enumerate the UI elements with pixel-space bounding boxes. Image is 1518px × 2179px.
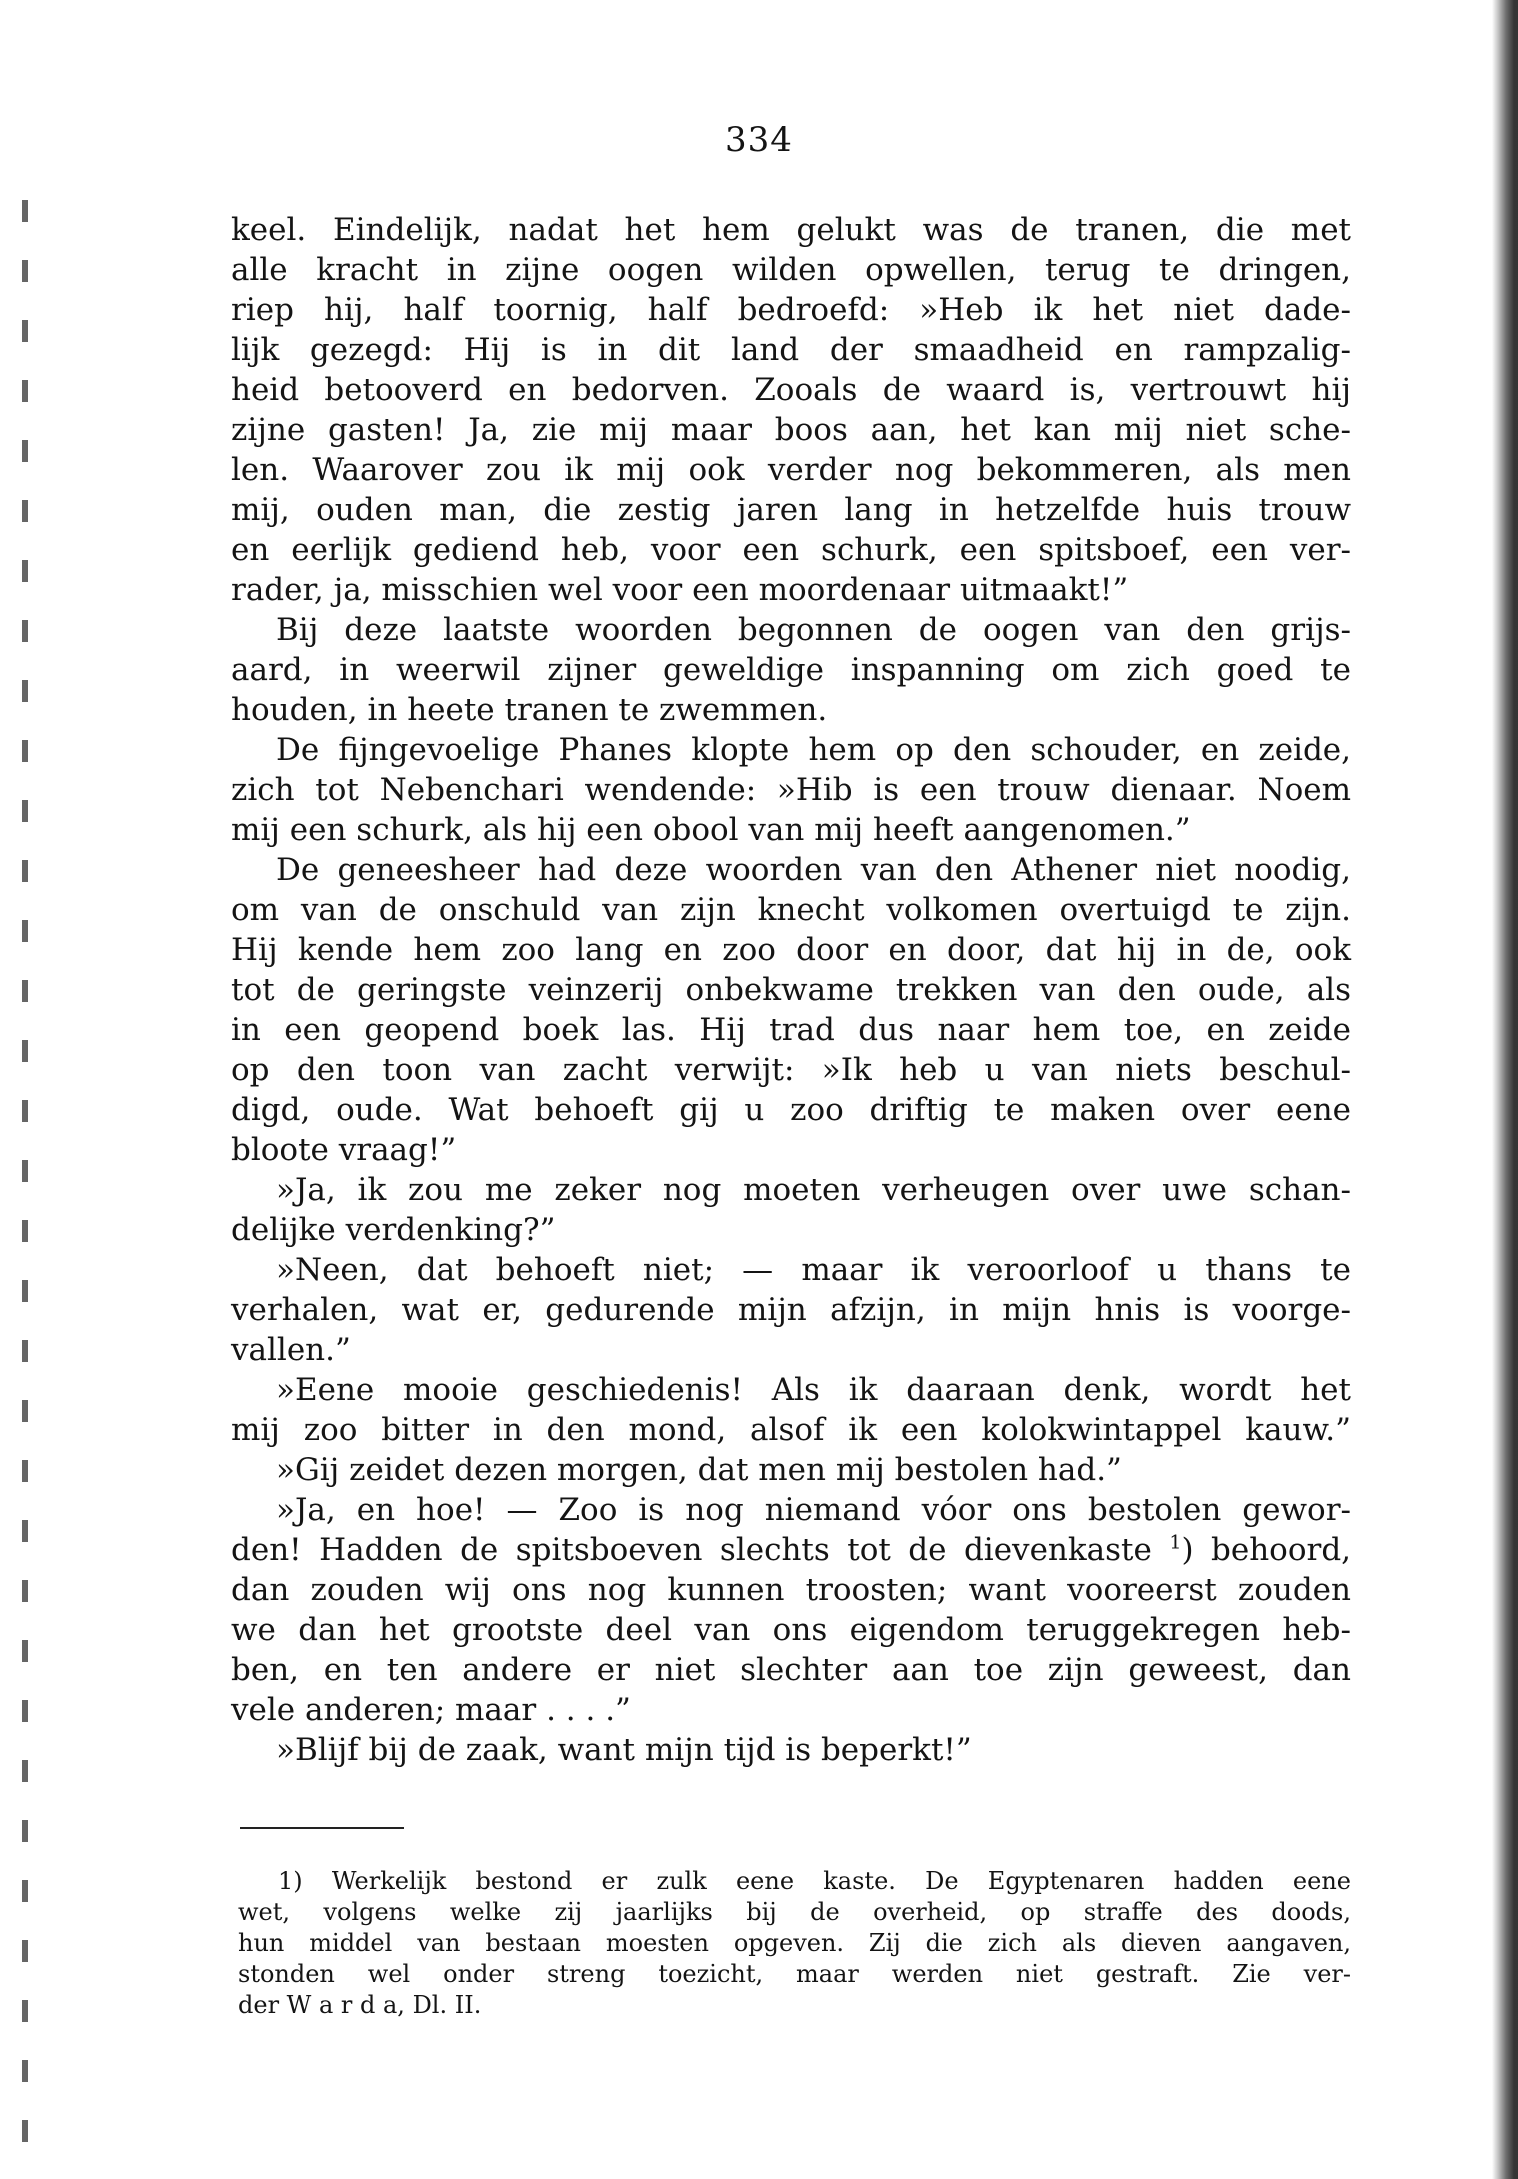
text-line: vele anderen; maar . . . .” — [231, 1692, 631, 1728]
text-line: en eerlijk gediend heb, voor een schurk, een spitsboef, een ver- — [231, 532, 1351, 568]
text-line: verhalen, wat er, gedurende mijn afzijn, in mijn hnis is voorge- — [231, 1292, 1351, 1328]
text-segment: ) behoord, — [1181, 1532, 1352, 1568]
text-line: Bij deze laatste woorden begonnen de oogen van den grijs- — [276, 612, 1351, 648]
scan-binding-edge-right — [1492, 0, 1518, 2179]
text-line: dan zouden wij ons nog kunnen troosten; want vooreerst zouden — [231, 1572, 1351, 1608]
text-line: »Ja, en hoe! — Zoo is nog niemand vóor ons bestolen gewor- — [276, 1492, 1351, 1528]
footnote-line: hun middel van bestaan moesten opgeven. Zij die zich als dieven aangaven, — [238, 1929, 1351, 1957]
text-line: vallen.” — [231, 1332, 351, 1368]
text-line-with-footnote-ref — [231, 1530, 1351, 1570]
text-line: rader, ja, misschien wel voor een moordenaar uitmaakt!” — [231, 572, 1129, 608]
text-line: Hij kende hem zoo lang en zoo door en door, dat hij in de, ook — [231, 932, 1351, 968]
text-line: mij zoo bitter in den mond, alsof ik een kolokwintappel kauw.” — [231, 1412, 1351, 1448]
text-line: lijk gezegd: Hij is in dit land der smaadheid en rampzalig- — [231, 332, 1351, 368]
text-line: ben, en ten andere er niet slechter aan toe zijn geweest, dan — [231, 1652, 1351, 1688]
text-line: bloote vraag!” — [231, 1132, 457, 1168]
text-line: zijne gasten! Ja, zie mij maar boos aan, het kan mij niet sche- — [231, 412, 1351, 448]
text-line: »Ja, ik zou me zeker nog moeten verheugen over uwe schan- — [276, 1172, 1351, 1208]
body-text — [231, 210, 1351, 1770]
text-line: delijke verdenking?” — [231, 1212, 556, 1248]
text-line: De fijngevoelige Phanes klopte hem op den schouder, en zeide, — [276, 732, 1351, 768]
footnote-line: der W a r d a, Dl. II. — [238, 1991, 482, 2019]
text-line: we dan het grootste deel van ons eigendom teruggekregen heb- — [231, 1612, 1351, 1648]
text-line: heid betooverd en bedorven. Zooals de waard is, vertrouwt hij — [231, 372, 1351, 408]
footnote-reference: 1 — [1169, 1531, 1182, 1554]
footnotes — [238, 1866, 1351, 2021]
text-line: om van de onschuld van zijn knecht volkomen overtuigd te zijn. — [231, 892, 1351, 928]
footnote-line: 1) Werkelijk bestond er zulk eene kaste. De Egyptenaren hadden eene — [278, 1867, 1351, 1895]
text-line: alle kracht in zijne oogen wilden opwellen, terug te dringen, — [231, 252, 1351, 288]
text-line: »Gij zeidet dezen morgen, dat men mij bestolen had.” — [276, 1452, 1122, 1488]
text-line: »Eene mooie geschiedenis! Als ik daaraan denk, wordt het — [276, 1372, 1351, 1408]
text-line: »Blijf bij de zaak, want mijn tijd is beperkt!” — [276, 1732, 972, 1768]
text-line: riep hij, half toornig, half bedroefd: »Heb ik het niet dade- — [231, 292, 1351, 328]
page-number: 334 — [725, 120, 793, 160]
text-line: aard, in weerwil zijner geweldige inspanning om zich goed te — [231, 652, 1351, 688]
text-line: keel. Eindelijk, nadat het hem gelukt was de tranen, die met — [231, 212, 1351, 248]
scan-binding-edge-left — [22, 200, 28, 2160]
text-line: in een geopend boek las. Hij trad dus naar hem toe, en zeide — [231, 1012, 1351, 1048]
text-line: len. Waarover zou ik mij ook verder nog bekommeren, als men — [231, 452, 1351, 488]
footnote-divider — [240, 1827, 404, 1829]
text-line: »Neen, dat behoeft niet; — maar ik veroorloof u thans te — [276, 1252, 1351, 1288]
text-line: De geneesheer had deze woorden van den Athener niet noodig, — [276, 852, 1351, 888]
text-line: zich tot Nebenchari wendende: »Hib is een trouw dienaar. Noem — [231, 772, 1351, 808]
text-line: digd, oude. Wat behoeft gij u zoo driftig te maken over eene — [231, 1092, 1351, 1128]
text-line: houden, in heete tranen te zwemmen. — [231, 692, 828, 728]
text-line: tot de geringste veinzerij onbekwame trekken van den oude, als — [231, 972, 1351, 1008]
text-line: mij een schurk, als hij een obool van mij heeft aangenomen.” — [231, 812, 1191, 848]
text-segment: den! Hadden de spitsboeven slechts tot de dievenkaste — [231, 1532, 1152, 1568]
footnote-line: stonden wel onder streng toezicht, maar werden niet gestraft. Zie ver- — [238, 1960, 1351, 1988]
text-line: mij, ouden man, die zestig jaren lang in hetzelfde huis trouw — [231, 492, 1351, 528]
footnote-line: wet, volgens welke zij jaarlijks bij de overheid, op straffe des doods, — [238, 1898, 1351, 1926]
text-line: op den toon van zacht verwijt: »Ik heb u van niets beschul- — [231, 1052, 1351, 1088]
